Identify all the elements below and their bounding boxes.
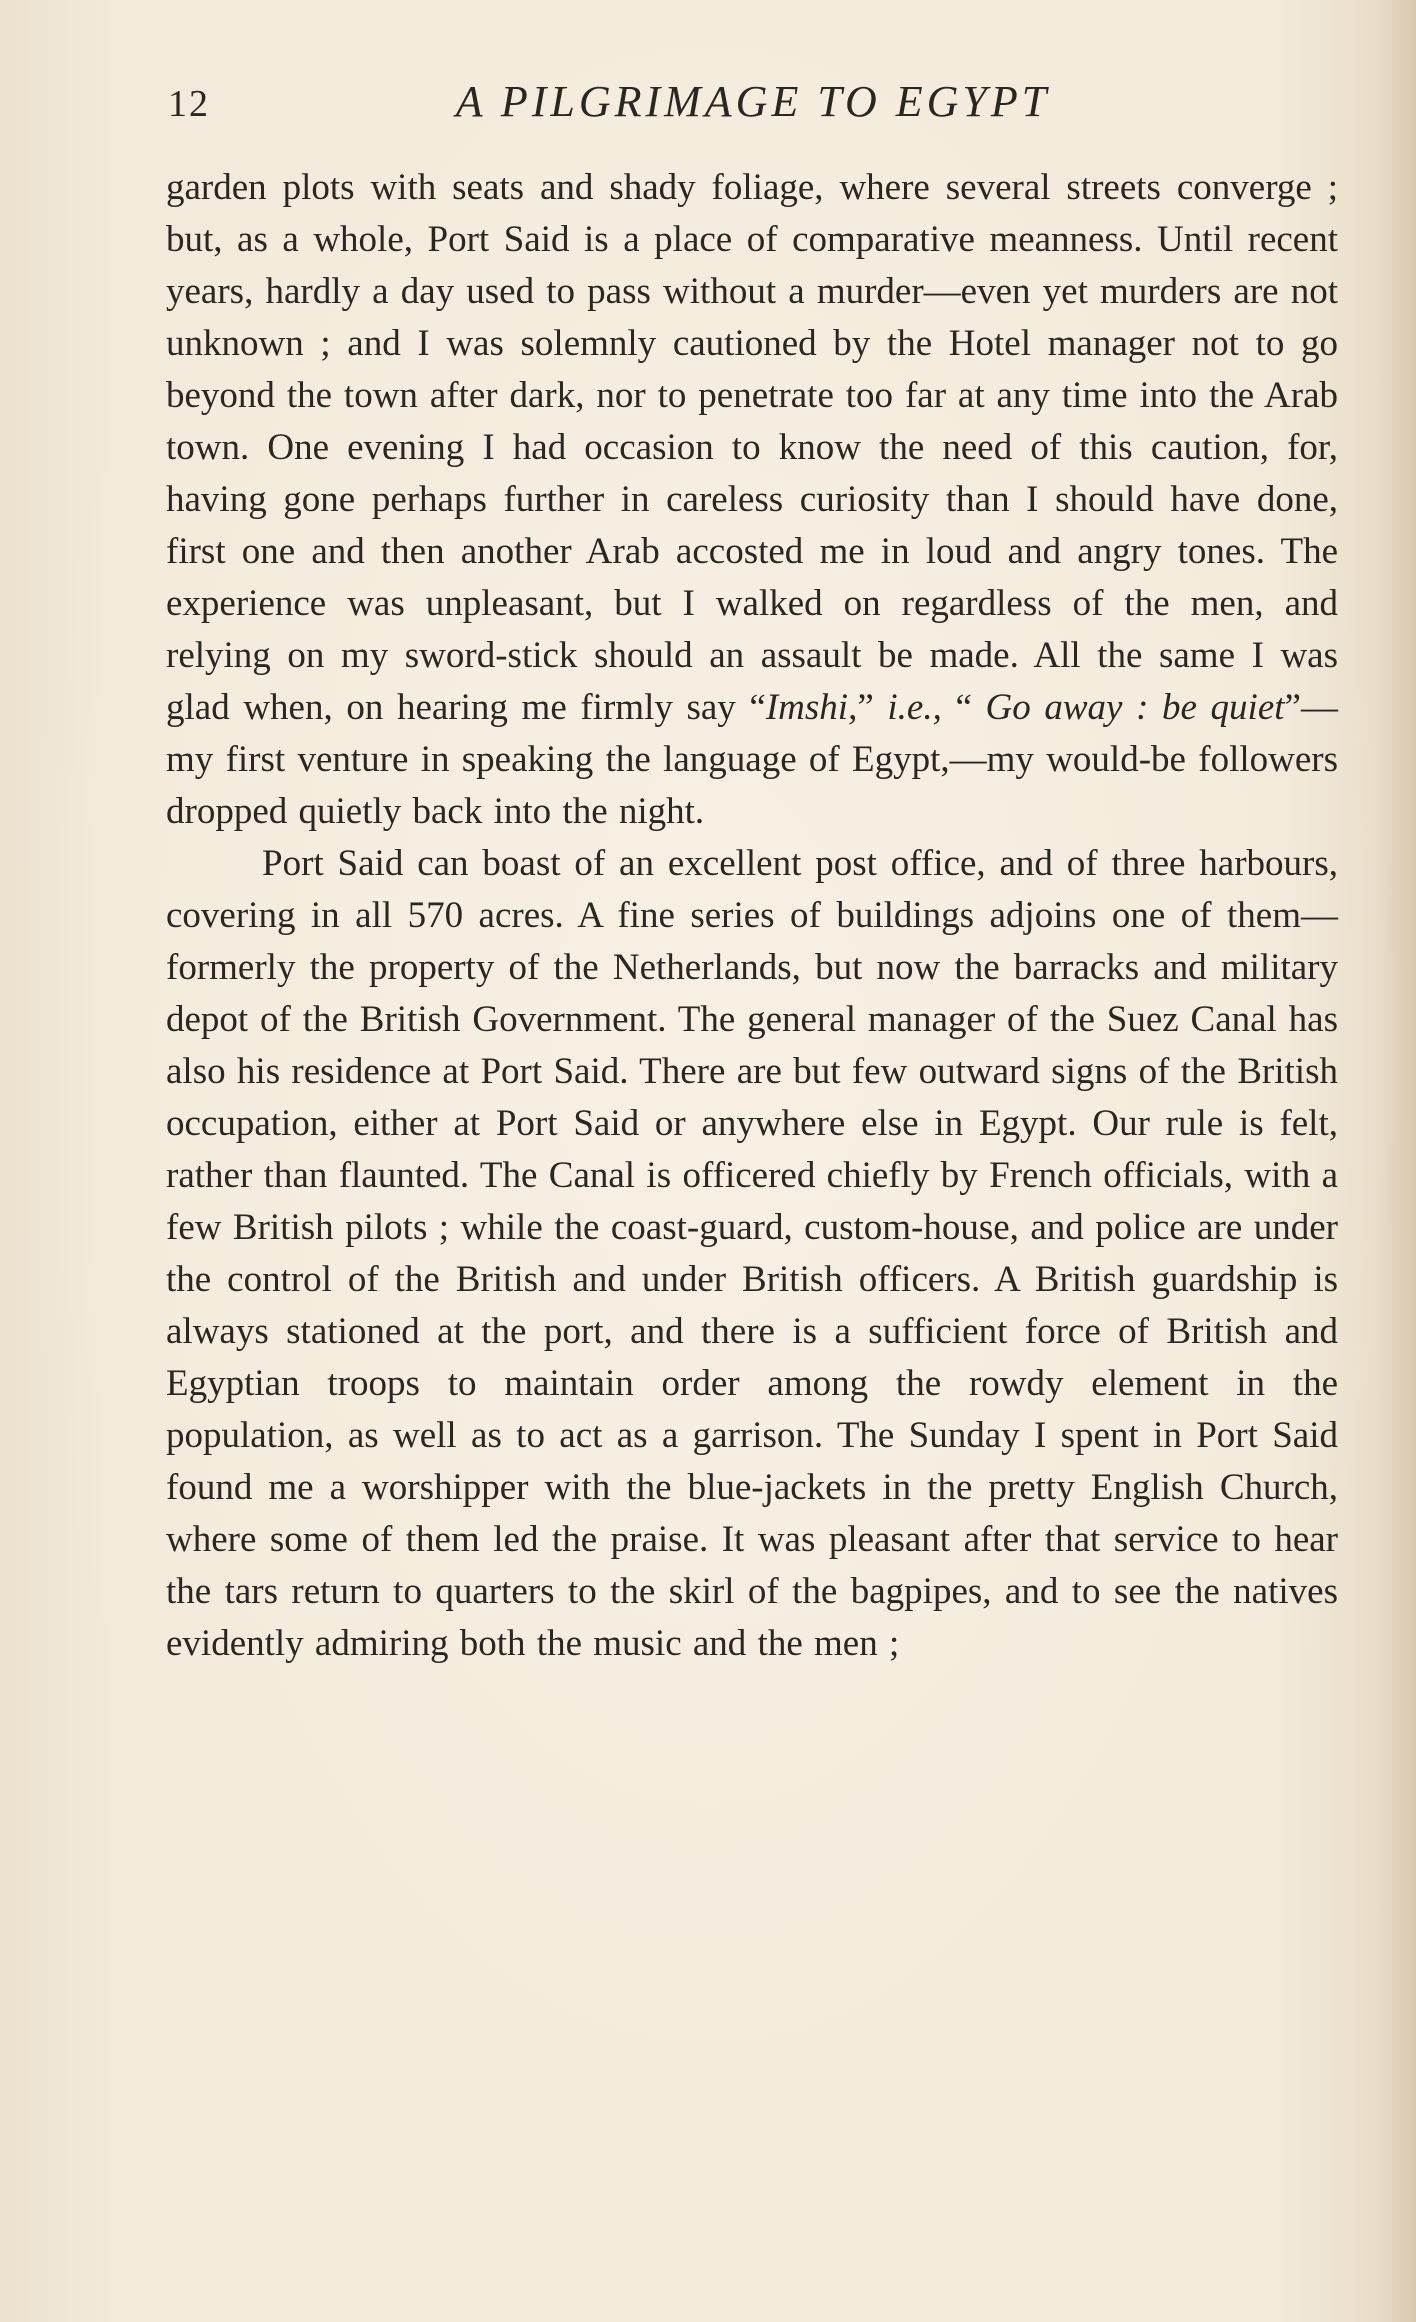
running-title: A PILGRIMAGE TO EGYPT — [455, 77, 1051, 126]
page-edge-shadow — [1376, 0, 1416, 2322]
translation: Go away : be quiet — [985, 687, 1285, 728]
running-head — [168, 72, 1338, 136]
paragraph-1 — [166, 162, 1338, 838]
arabic-word: Imshi, — [765, 687, 858, 728]
body-text — [166, 162, 1338, 1670]
paragraph-1-ending: ”—my first venture in speaking the language of Egypt,—my would-be followers dropped quietly back into the night. — [166, 687, 1338, 832]
paragraph-1-text: garden plots with seats and shady foliage, where several streets converge ; but, as a whole, Port Said is a place of comparative meanness. Until recent years, hardly a day used to pass without a murder—even yet murders are not unknown ; and I was solemnly cautioned by the Hotel manager not to go beyond the town after dark, nor to penetrate too far at any time into the Arab town. One evening I had occasion to know the need of this caution, for, having gone perhaps further in careless curiosity than I should have done, first one and then another Arab accosted me in loud and angry tones. The experience was unpleasant, but I walked on regardless of the men, and relying on my sword-stick should an assault be made. All the same I was glad when, on hearing me firmly say “ — [166, 167, 1338, 728]
page-number: 12 — [168, 83, 210, 125]
ie-abbreviation: i.e., — [887, 687, 942, 728]
quote-open: “ — [941, 687, 986, 728]
quote-close: ” — [857, 687, 888, 728]
paragraph-2: Port Said can boast of an excellent post office, and of three harbours, covering in all 570 acres. A fine series of buildings adjoins one of them—formerly the property of the Netherlands, but now the barracks and military depot of the British Government. The general manager of the Suez Canal has also his residence at Port Said. There are but few outward signs of the British occupation, either at Port Said or anywhere else in Egypt. Our rule is felt, rather than flaunted. The Canal is officered chiefly by French officials, with a few British pilots ; while the coast-guard, custom-house, and police are under the control of the British and under British officers. A British guardship is always stationed at the port, and there is a sufficient force of British and Egyptian troops to maintain order among the rowdy element in the population, as well as to act as a garrison. The Sunday I spent in Port Said found me a worshipper with the blue-jackets in the pretty English Church, where some of them led the praise. It was pleasant after that service to hear the tars return to quarters to the skirl of the bagpipes, and to see the natives evidently admiring both the music and the men ; — [166, 843, 1338, 1664]
